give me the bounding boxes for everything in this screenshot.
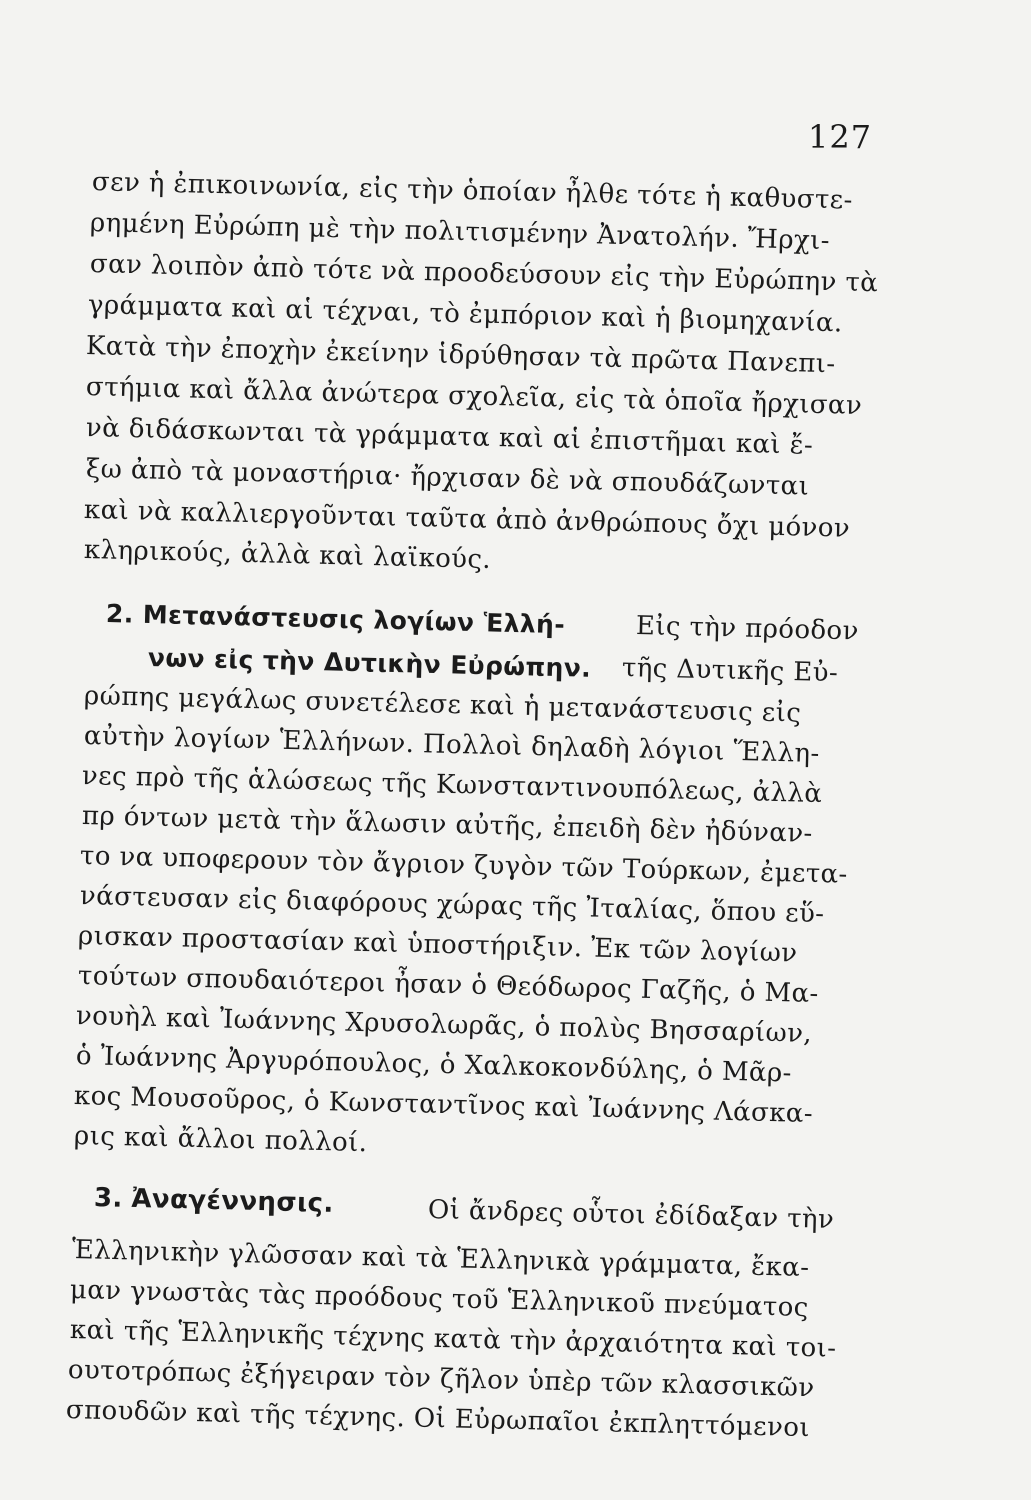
text-line: τούτων σπουδαιότεροι ἦσαν ὁ Θεόδωρος Γαζῆς, ὁ Μα- [77, 961, 820, 1010]
text-line: κληρικούς, ἀλλὰ καὶ λαϊκούς. [83, 535, 492, 575]
section-2-heading-line-2 [148, 642, 592, 685]
section-3-heading-line [94, 1182, 334, 1220]
text-line: Οἱ ἄνδρες οὗτοι ἐδίδαξαν τὴν [427, 1195, 835, 1235]
section-title: Ἀναγέννησις. [131, 1183, 335, 1219]
section-title: νων εἰς τὴν Δυτικὴν Εὐρώπην. [147, 643, 592, 683]
text-line: καὶ τῆς Ἑλληνικῆς τέχνης κατὰ τὴν ἀρχαιότητα καὶ τοι- [69, 1315, 837, 1364]
text-line: κος Μουσοῦρος, ὁ Κωνσταντῖνος καὶ Ἰωάννης Λάσκα- [73, 1081, 814, 1130]
text-line: Κατὰ τὴν ἐποχὴν ἐκείνην ἱδρύθησαν τὰ πρῶτα Πανεπι- [85, 331, 836, 380]
text-line: μαν γνωστὰς τὰς προόδους τοῦ Ἑλληνικοῦ πνεύματος [69, 1275, 810, 1324]
text-line: ρώπης μεγάλως συνετέλεσε καὶ ἡ μετανάστευσις εἰς [83, 681, 802, 729]
text-line: το να υποφερουν τὸν ἄγριον ζυγὸν τῶν Τούρκων, ἐμετα- [79, 841, 849, 890]
text-line: ξω ἀπὸ τὰ μοναστήρια· ἤρχισαν δὲ νὰ σπουδάζωνται [85, 454, 810, 502]
text-line: νες πρὸ τῆς ἁλώσεως τῆς Κωνσταντινουπόλεως, ἀλλὰ [81, 761, 823, 810]
section-2-heading-line-1 [106, 598, 566, 641]
text-line: σπουδῶν καὶ τῆς τέχνης. Οἱ Εὐρωπαῖοι ἐκπληττόμενοι [65, 1395, 811, 1444]
text-line: νὰ διδάσκωνται τὰ γράμματα καὶ αἱ ἐπιστῆμαι καὶ ἔ- [85, 413, 814, 461]
text-line: πρ όντων μετὰ τὴν ἅλωσιν αὐτῆς, ἐπειδὴ δὲν ἠδύναν- [81, 801, 814, 849]
text-line: ρις καὶ ἄλλοι πολλοί. [73, 1121, 368, 1159]
section-title: Μετανάστευσις λογίων Ἑλλή- [142, 599, 566, 640]
page-number: 127 [808, 118, 873, 156]
section-number: 2. [105, 599, 135, 629]
text-line: Εἰς τὴν πρόοδον [635, 611, 860, 647]
text-line: καὶ νὰ καλλιεργοῦνται ταῦτα ἀπὸ ἀνθρώπους ὄχι μόνον [83, 495, 851, 544]
text-line: αὐτὴν λογίων Ἑλλήνων. Πολλοὶ δηλαδὴ λόγιοι Ἕλλη- [83, 721, 820, 769]
text-line: Ἑλληνικὴν γλῶσσαν καὶ τὰ Ἑλληνικὰ γράμματα, ἔκα- [71, 1235, 810, 1284]
text-line: ρισκαν προστασίαν καὶ ὑποστήριξιν. Ἐκ τῶν λογίων [77, 921, 798, 969]
text-line: τῆς Δυτικῆς Εὐ- [621, 653, 839, 689]
section-number: 3. [93, 1183, 124, 1214]
text-line: στήμια καὶ ἄλλα ἀνώτερα σχολεῖα, εἰς τὰ ὁποῖα ἤρχισαν [85, 372, 863, 421]
text-line: νουὴλ καὶ Ἰωάννης Χρυσολωρᾶς, ὁ πολὺς Βησσαρίων, [75, 1001, 813, 1049]
text-line: σεν ἡ ἐπικοινωνία, εἰς τὴν ὁποίαν ἦλθε τότε ἡ καθυστε- [91, 167, 854, 216]
text-line: ρημένη Εὐρώπη μὲ τὴν πολιτισμένην Ἀνατολήν. Ἤρχι- [89, 208, 831, 257]
text-line: ὁ Ἰωάννης Ἀργυρόπουλος, ὁ Χαλκοκονδύλης, ὁ Μᾶρ- [75, 1041, 793, 1089]
text-line: σαν λοιπὸν ἀπὸ τότε νὰ προοδεύσουν εἰς τὴν Εὐρώπην τὰ [89, 249, 879, 299]
text-line: ουτοτρόπως ἐξήγειραν τὸν ζῆλον ὑπὲρ τῶν κλασσικῶν [67, 1355, 815, 1404]
text-line: γράμματα καὶ αἱ τέχναι, τὸ ἐμπόριον καὶ ἡ βιομηχανία. [87, 290, 843, 339]
text-line: νάστευσαν εἰς διαφόρους χώρας τῆς Ἰταλίας, ὅπου εὕ- [79, 881, 825, 930]
